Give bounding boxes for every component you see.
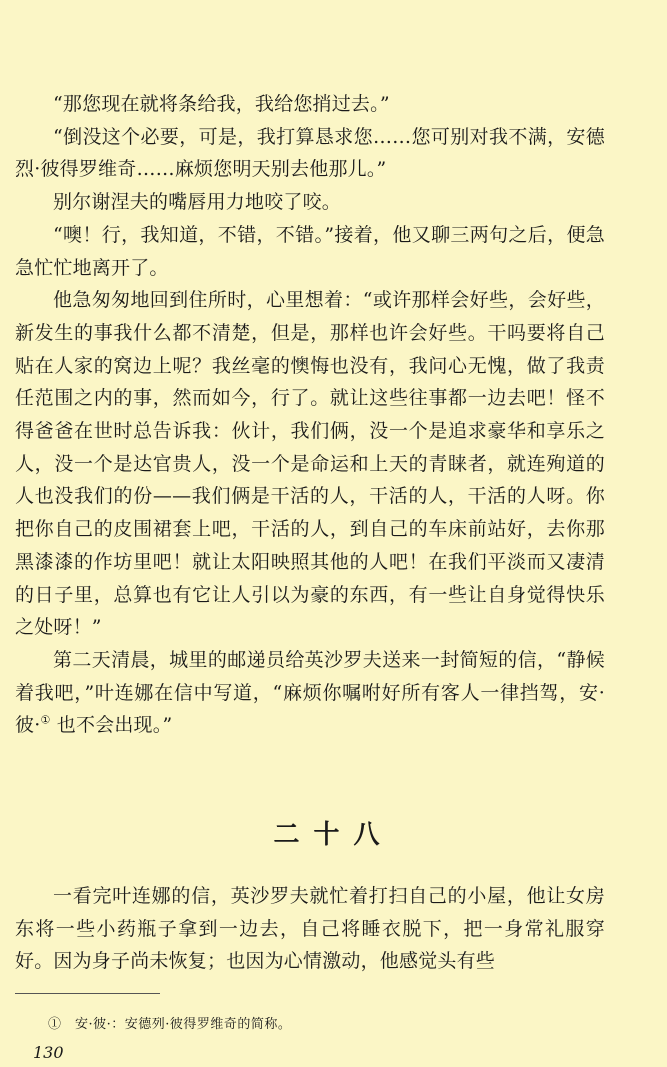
footnote-marker: ①: [40, 714, 51, 728]
page-number: 130: [33, 1043, 64, 1062]
paragraph: “噢！行，我知道，不错，不错。”接着，他又聊三两句之后，便急急忙忙地离开了。: [15, 223, 605, 279]
paragraph: 一看完叶连娜的信，英沙罗夫就忙着打扫自己的小屋，他让女房东将一些小药瓶子拿到一边去，自己将睡衣脱下，把一身常礼服穿好。因为身子尚未恢复；也因为心情激动，他感觉头有些: [15, 885, 605, 973]
text-section-1: [15, 88, 605, 742]
footnote-divider: [15, 993, 160, 994]
paragraph: “倒没这个必要，可是，我打算恳求您……您可别对我不满，安德烈·彼得罗维奇……麻烦您明天别去他那儿。”: [15, 125, 605, 181]
paragraph-with-footnote: [15, 644, 605, 742]
paragraph-text: 也不会出现。”: [50, 714, 173, 737]
paragraph: “那您现在就将条给我，我给您捎过去。”: [53, 93, 390, 115]
paragraph: 他急匆匆地回到住所时，心里想着：“或许那样会好些，会好些，新发生的事我什么都不清楚，但是，那样也许会好些。干吗要将自己贴在人家的窝边上呢？我丝毫的懊悔也没有，我问心无愧，做了我责任范围之内的事，然而如今，行了。就让这些往事都一边去吧！怪不得爸爸在世时总告诉我：伙计，我们俩，没一个是追求豪华和享乐之人，没一个是达官贵人，没一个是命运和上天的青睐者，就连殉道的人也没我们的份——我们俩是干活的人，干活的人，干活的人呀。你把你自己的皮围裙套上吧，干活的人，到自己的车床前站好，去你那黑漆漆的作坊里吧！就让太阳映照其他的人吧！在我们平淡而又凄清的日子里，总算也有它让人引以为豪的东西，有一些让自身觉得快乐之处呀！”: [15, 289, 605, 639]
chapter-title: 二十八: [273, 820, 394, 850]
footnote: ① 安·彼·：安德列·彼得罗维奇的简称。: [48, 1017, 292, 1032]
paragraph: 别尔谢涅夫的嘴唇用力地咬了咬。: [53, 191, 342, 214]
paragraph-text: 第二天清晨，城里的邮递员给英沙罗夫送来一封简短的信，“静候着我吧，”叶连娜在信中写道，“麻烦你嘱咐好所有客人一律挡驾，安·彼·: [15, 648, 605, 737]
text-section-2: [15, 880, 605, 978]
